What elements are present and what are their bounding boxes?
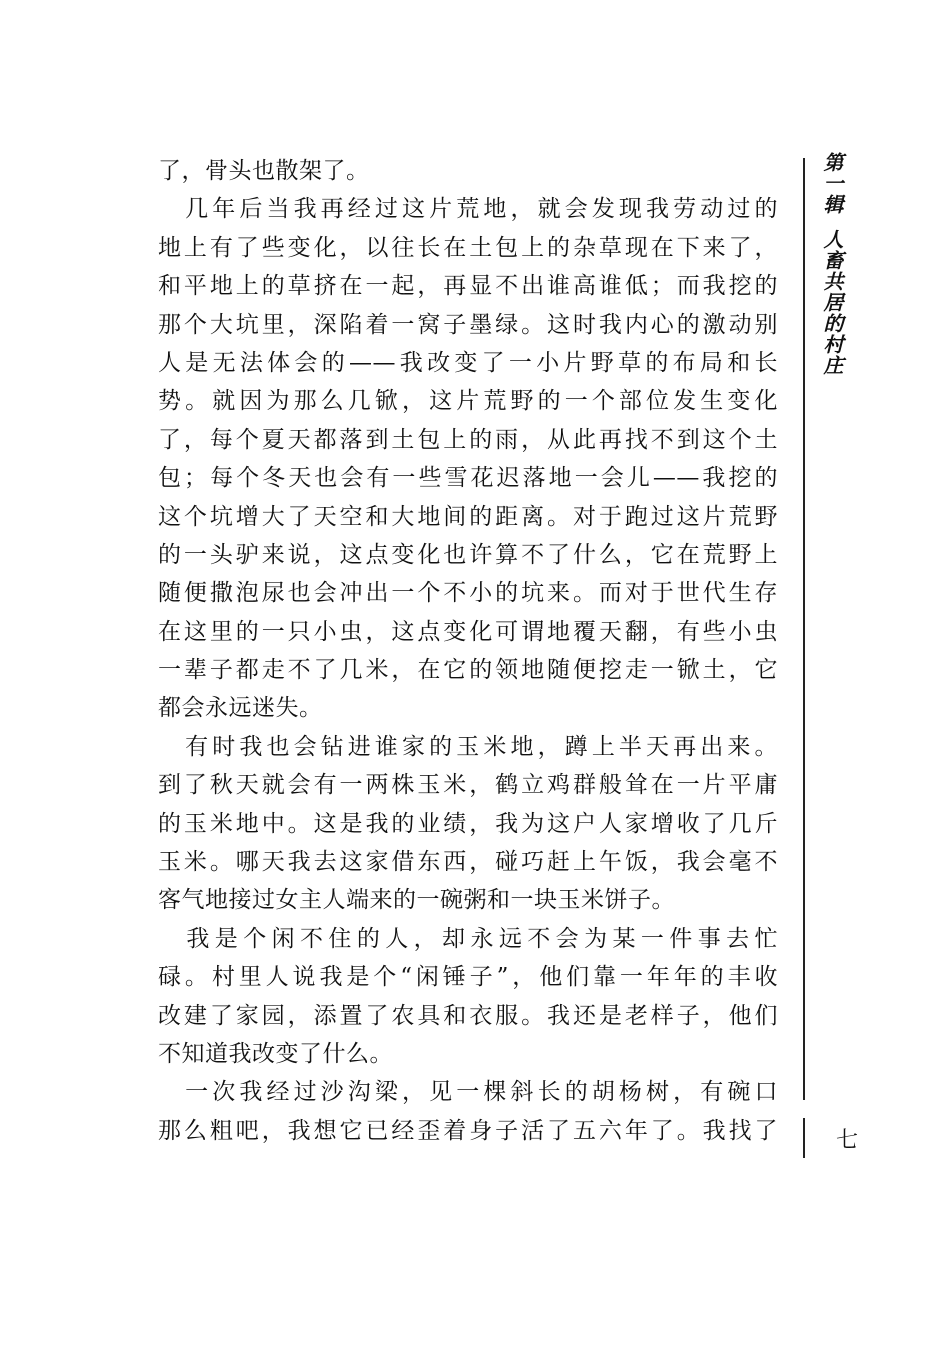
text-line: 势。就因为那么几锨，这片荒野的一个部位发生变化 — [158, 388, 778, 415]
text-line: 了，骨头也散架了。 — [158, 158, 370, 184]
text-line: 的一头驴来说，这点变化也许算不了什么，它在荒野上 — [158, 541, 778, 568]
text-line: 这个坑增大了天空和大地间的距离。对于跑过这片荒野 — [158, 503, 778, 530]
running-head — [814, 152, 844, 376]
text-line: 都会永远迷失。 — [158, 695, 323, 722]
text-line: 几年后当我再经过这片荒地，就会发现我劳动过的 — [158, 196, 778, 223]
margin-rule — [803, 158, 805, 1100]
running-head-section: 第一辑 — [820, 152, 844, 215]
text-line: 碌。村里人说我是个“闲锤子”，他们靠一年年的丰收 — [158, 964, 778, 991]
text-line: 一次我经过沙沟梁，见一棵斜长的胡杨树，有碗口 — [158, 1079, 778, 1106]
text-line: 随便撒泡尿也会冲出一个不小的坑来。而对于世代生存 — [158, 580, 778, 607]
running-head-title: 人畜共居的村庄 — [820, 229, 844, 376]
text-line: 地上有了些变化，以往长在土包上的杂草现在下来了， — [158, 234, 778, 261]
text-line: 不知道我改变了什么。 — [158, 1040, 393, 1067]
text-line: 客气地接过女主人端来的一碗粥和一块玉米饼子。 — [158, 887, 675, 914]
text-line: 人是无法体会的——我改变了一小片野草的布局和长 — [158, 349, 778, 376]
text-line: 到了秋天就会有一两株玉米，鹤立鸡群般耸在一片平庸 — [158, 772, 778, 799]
text-line: 那个大坑里，深陷着一窝子墨绿。这时我内心的激动别 — [158, 311, 778, 338]
text-line: 有时我也会钻进谁家的玉米地，蹲上半天再出来。 — [158, 733, 778, 760]
margin-rule-bottom — [803, 1118, 805, 1158]
text-line: 改建了家园，添置了农具和衣服。我还是老样子，他们 — [158, 1002, 778, 1029]
text-line: 玉米。哪天我去这家借东西，碰巧赶上午饭，我会毫不 — [158, 849, 778, 876]
text-line: 一辈子都走不了几米，在它的领地随便挖走一锨土，它 — [158, 657, 778, 684]
text-line: 在这里的一只小虫，这点变化可谓地覆天翻，有些小虫 — [158, 618, 778, 645]
body-text — [158, 152, 778, 1150]
text-line: 和平地上的草挤在一起，再显不出谁高谁低；而我挖的 — [158, 273, 778, 300]
text-line: 包；每个冬天也会有一些雪花迟落地一会儿——我挖的 — [158, 465, 778, 492]
text-line: 的玉米地中。这是我的业绩，我为这户人家增收了几斤 — [158, 810, 778, 837]
text-line: 那么粗吧，我想它已经歪着身子活了五六年了。我找了 — [158, 1117, 778, 1144]
page-number: 七 — [836, 1128, 859, 1153]
text-line: 我是个闲不住的人，却永远不会为某一件事去忙 — [158, 925, 778, 952]
text-line: 了，每个夏天都落到土包上的雨，从此再找不到这个土 — [158, 426, 778, 453]
